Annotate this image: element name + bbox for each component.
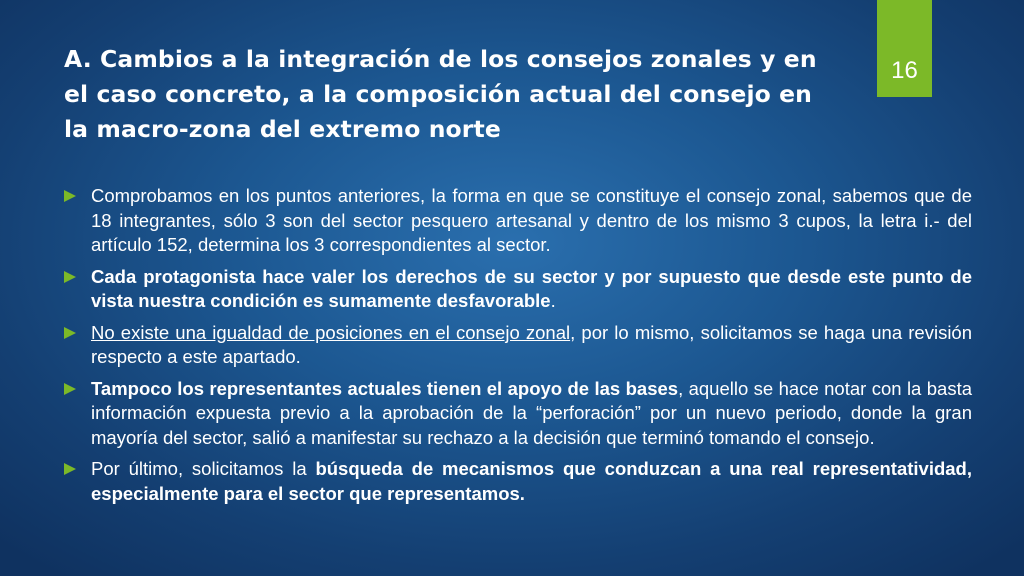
triangle-right-icon <box>64 327 76 339</box>
bullet-item <box>64 457 972 506</box>
bullet-bold-text: Cada protagonista hace valer los derechos de su sector y por supuesto que desde este punto de vista nuestra condición es sumamente desfavorable <box>91 265 972 311</box>
bullet-text: Comprobamos en los puntos anteriores, la forma en que se constituye el consejo zonal, sabemos que de 18 integrantes, sólo 3 son del sector pesquero artesanal y dentro de los mismo 3 cupos, la letra i.- del artículo 152, determina los 3 correspondientes al sector. <box>91 185 972 255</box>
bullet-item <box>64 184 972 258</box>
triangle-right-icon <box>64 190 76 202</box>
bullet-bold-text: búsqueda de mecanismos que conduzcan a una real representatividad, especialmente para el sector que representamos. <box>91 458 972 504</box>
bullet-item <box>64 265 972 314</box>
bullet-underlined-text: No existe una igualdad de posiciones en el consejo zonal <box>91 321 571 343</box>
bullet-text: , por lo mismo, solicitamos se haga una revisión respecto a este apartado. <box>91 321 973 367</box>
page-number-tab <box>877 0 932 97</box>
bullet-list <box>64 184 972 513</box>
triangle-right-icon <box>64 383 76 395</box>
bullet-item <box>64 377 972 451</box>
triangle-right-icon <box>64 271 76 283</box>
bullet-text: , aquello se hace notar con la basta información expuesta previo a la aprobación de la “perforación” por un nuevo periodo, donde la gran mayoría del sector, salió a manifestar su rechazo a la decisión que terminó tomando el consejo. <box>91 377 972 448</box>
slide-title: A. Cambios a la integración de los consejos zonales y en el caso concreto, a la composición actual del consejo en la macro-zona del extremo norte <box>64 45 817 143</box>
triangle-right-icon <box>64 463 76 475</box>
bullet-item <box>64 321 972 370</box>
page-number: 16 <box>891 57 918 84</box>
bullet-text: . <box>550 290 556 311</box>
bullet-bold-text: Tampoco los representantes actuales tienen el apoyo de las bases <box>91 377 679 399</box>
bullet-text: Por último, solicitamos la <box>91 458 316 479</box>
